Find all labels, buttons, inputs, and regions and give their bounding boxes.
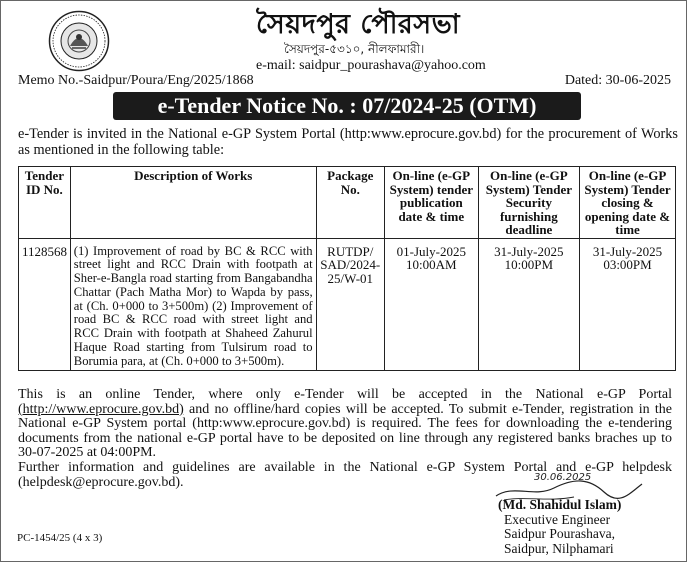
- package-cell: RUTDP/ SAD/2024- 25/W-01: [316, 238, 384, 370]
- table-row: [19, 238, 676, 370]
- tender-id-cell: 1128568: [19, 238, 71, 370]
- signatory-block: [498, 498, 621, 556]
- publication-code: PC-1454/25 (4 x 3): [17, 532, 103, 544]
- publication-cell: [384, 238, 478, 370]
- closing-date: 31-July-2025: [592, 243, 663, 259]
- online-tender-paragraph: [18, 388, 672, 461]
- publication-date: 01-July-2025: [396, 243, 466, 259]
- security-cell: [478, 238, 579, 370]
- header-tender-id: Tender ID No.: [19, 167, 71, 239]
- table-header-row: [19, 167, 676, 239]
- description-cell: (1) Improvement of road by BC & RCC with street light and RCC Drain with footpath at Sher-e-Bangla road starting from Bangabandha Chattar (Pach Matha Mor) to Wapda by pass, at (Ch. 0+000 to 3+500m) (2) Improvement of road BC & RCC road with street light and RCC Drain with footpath at Shaheed Zahurul Haque Road starting from Tulsirum road to Borumia para, at (Ch. 0+000 to 3+500m).: [70, 238, 316, 370]
- contact-email: e-mail: saidpur_pourashava@yahoo.com: [256, 58, 486, 73]
- organization-address: সৈয়দপুর-৫৩১০, নীলফামারী।: [284, 42, 425, 56]
- security-time: 10:00PM: [504, 257, 554, 273]
- organization-name: সৈয়দপুর পৌরসভা: [256, 9, 461, 40]
- paragraph-text: and no offline/hard copies will be accepted. To submit e-Tender, registration in the National e-GP System portal (http:www.eprocure.gov.bd) is required. The fees for downloading the e-tendering documents from the national e-GP portal have to be deposited on line through any registered banks braches up to 30-07-2025 at 04:00PM.: [18, 401, 672, 461]
- municipal-seal-icon: [48, 10, 110, 72]
- signature-date: 30.06.2025: [534, 472, 592, 483]
- publication-time: 10:00AM: [406, 257, 457, 273]
- egp-portal-link[interactable]: (http://www.eprocure.gov.bd): [18, 401, 184, 417]
- signatory-office: Saidpur Pourashava,: [504, 526, 615, 542]
- header-package: Package No.: [316, 167, 384, 239]
- header-closing: On-line (e-GP System) Tender closing & opening date & time: [580, 167, 676, 239]
- tender-table: [18, 166, 676, 371]
- intro-paragraph: e-Tender is invited in the National e-GP System Portal (http:www.eprocure.gov.bd) for the procurement of Works as mentioned in the following table:: [18, 126, 678, 158]
- notice-title: e-Tender Notice No. : 07/2024-25 (OTM): [113, 92, 581, 120]
- security-date: 31-July-2025: [494, 243, 564, 259]
- closing-time: 03:00PM: [603, 257, 652, 273]
- header-security: On-line (e-GP System) Tender Security furnishing deadline: [478, 167, 579, 239]
- signatory-name: (Md. Shahidul Islam): [498, 497, 622, 512]
- paragraph-text: This is an online Tender, where only e-Tender will be accepted in the National e-GP Portal: [18, 387, 672, 402]
- signatory-designation: Executive Engineer: [504, 511, 611, 527]
- header-publication: On-line (e-GP System) tender publication date & time: [384, 167, 478, 239]
- header-description: Description of Works: [70, 167, 316, 239]
- notice-date: Dated: 30-06-2025: [564, 73, 671, 88]
- closing-cell: [580, 238, 676, 370]
- further-info-paragraph: Further information and guidelines are available in the National e-GP System Portal and e-GP helpdesk (helpdesk@eprocure.gov.bd).: [18, 459, 672, 490]
- signatory-location: Saidpur, Nilphamari: [504, 540, 614, 556]
- memo-number: Memo No.-Saidpur/Poura/Eng/2025/1868: [18, 73, 254, 88]
